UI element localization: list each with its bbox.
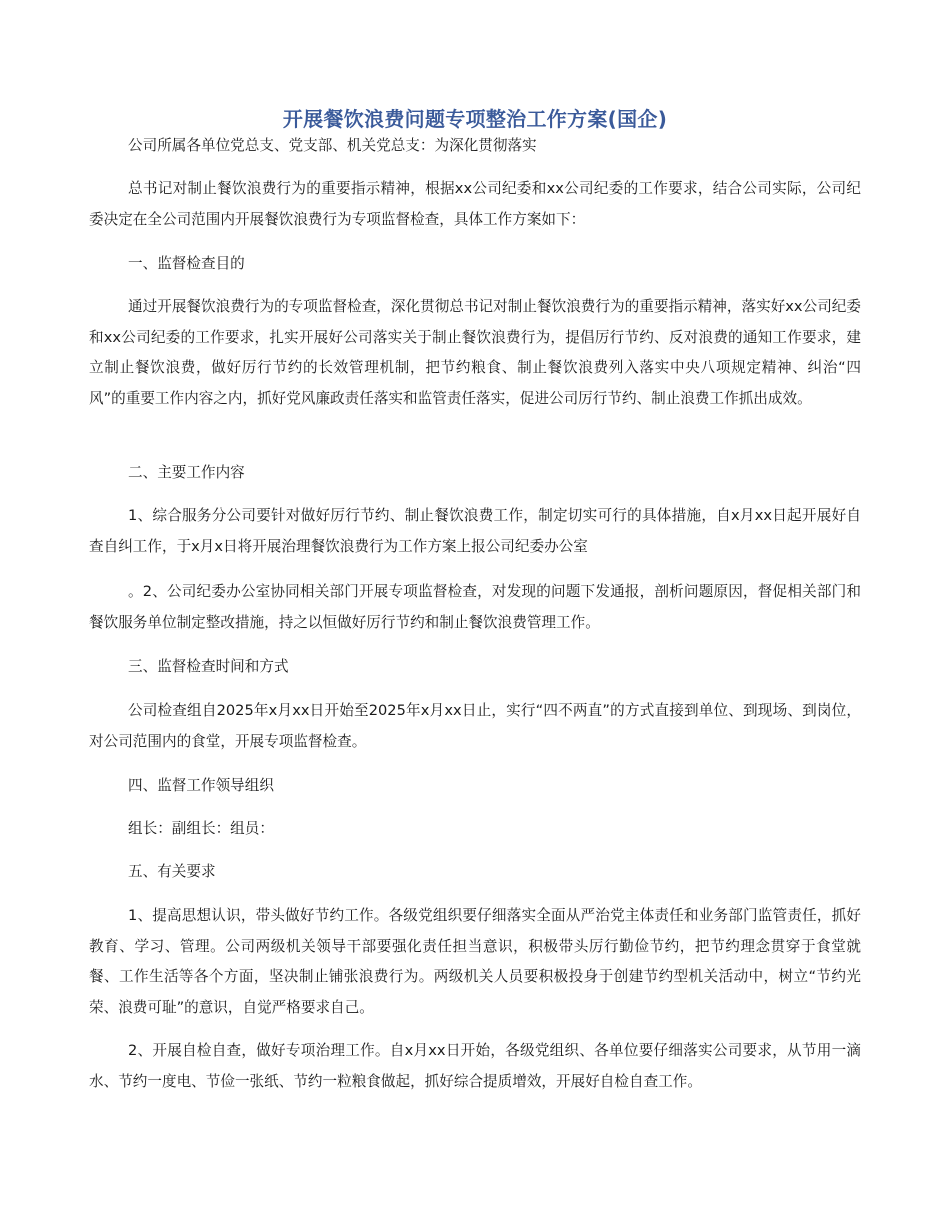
section-2-item-1: 1、综合服务分公司要针对做好厉行节约、制止餐饮浪费工作，制定切实可行的具体措施，自x月xx日起开展好自查自纠工作，于x月x日将开展治理餐饮浪费行为工作方案上报公司纪委办公室 [89, 507, 861, 555]
section-5-item-2: 2、开展自检自查，做好专项治理工作。自x月xx日开始，各级党组织、各单位要仔细落实公司要求，从节用一滴水、节约一度电、节俭一张纸、节约一粒粮食做起，抓好综合提质增效，开展好自检自查工作。 [89, 1042, 861, 1090]
section-heading-3: 三、监督检查时间和方式 [128, 658, 289, 675]
section-1-paragraph: 通过开展餐饮浪费行为的专项监督检查，深化贯彻总书记对制止餐饮浪费行为的重要指示精神，落实好xx公司纪委和xx公司纪委的工作要求，扎实开展好公司落实关于制止餐饮浪费行为，提倡厉行节约、反对浪费的通知工作要求，建立制止餐饮浪费，做好厉行节约的长效管理机制，把节约粮食、制止餐饮浪费列入落实中央八项规定精神、纠治“四风”的重要工作内容之内，抓好党风廉政责任落实和监管责任落实，促进公司厉行节约、制止浪费工作抓出成效。 [89, 298, 861, 407]
document-title: 开展餐饮浪费问题专项整治工作方案(国企) [282, 107, 668, 131]
section-heading-5: 五、有关要求 [128, 863, 216, 880]
salutation-paragraph: 公司所属各单位党总支、党支部、机关党总支：为深化贯彻落实 [128, 137, 537, 154]
section-heading-4: 四、监督工作领导组织 [128, 777, 274, 794]
section-5-item-1: 1、提高思想认识，带头做好节约工作。各级党组织要仔细落实全面从严治党主体责任和业务部门监管责任，抓好教育、学习、管理。公司两级机关领导干部要强化责任担当意识，积极带头厉行勤俭节约，把节约理念贯穿于食堂就餐、工作生活等各个方面，坚决制止铺张浪费行为。两级机关人员要积极投身于创建节约型机关活动中，树立“节约光荣、浪费可耻”的意识，自觉严格要求自己。 [89, 907, 861, 1016]
section-2-item-2: 。2、公司纪委办公室协同相关部门开展专项监督检查，对发现的问题下发通报，剖析问题原因，督促相关部门和餐饮服务单位制定整改措施，持之以恒做好厉行节约和制止餐饮浪费管理工作。 [89, 583, 861, 631]
section-4-paragraph: 组长：副组长：组员： [128, 820, 274, 837]
section-heading-2: 二、主要工作内容 [128, 464, 245, 481]
section-heading-1: 一、监督检查目的 [128, 255, 245, 272]
section-3-paragraph: 公司检查组自2025年x月xx日开始至2025年x月xx日止，实行“四不两直”的方式直接到单位、到现场、到岗位，对公司范围内的食堂，开展专项监督检查。 [89, 702, 861, 750]
intro-paragraph: 总书记对制止餐饮浪费行为的重要指示精神，根据xx公司纪委和xx公司纪委的工作要求，结合公司实际，公司纪委决定在全公司范围内开展餐饮浪费行为专项监督检查，具体工作方案如下： [89, 180, 861, 228]
